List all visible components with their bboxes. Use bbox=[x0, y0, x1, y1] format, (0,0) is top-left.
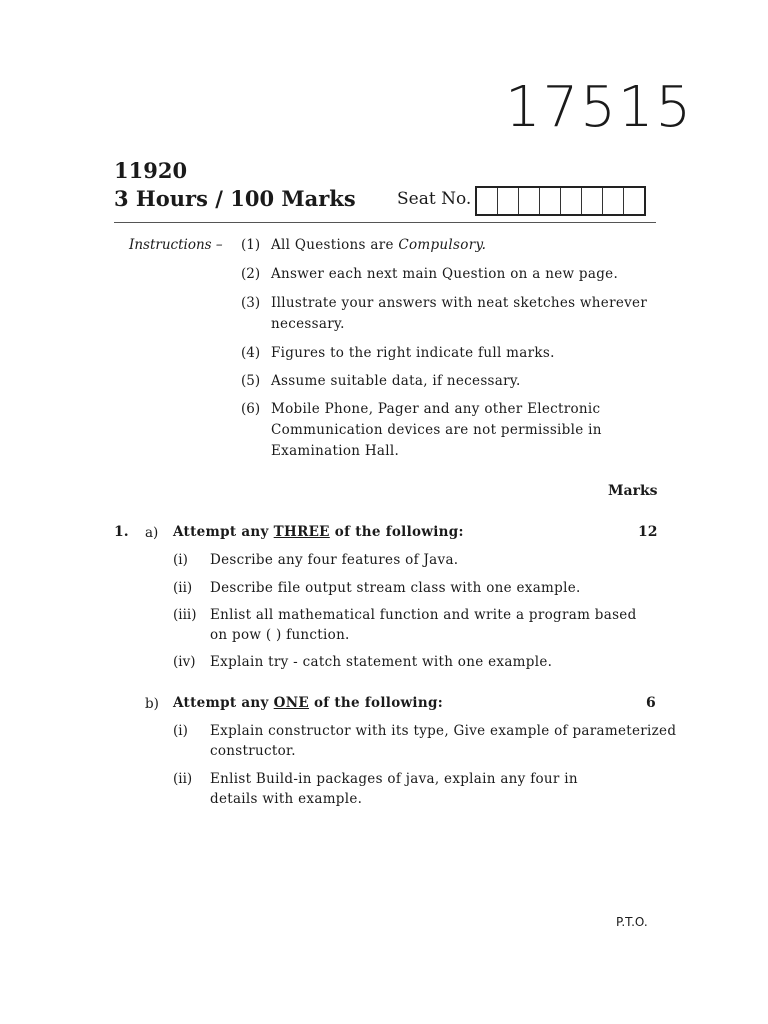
question-item: Enlist all mathematical function and write a program based bbox=[210, 607, 637, 623]
seat-digit-box[interactable] bbox=[603, 188, 624, 214]
seat-number-label: Seat No. bbox=[397, 189, 472, 209]
subquestion-heading: Attempt any ONE of the following: bbox=[173, 695, 443, 711]
seat-digit-box[interactable] bbox=[498, 188, 519, 214]
page-turn-over: P.T.O. bbox=[616, 915, 648, 929]
question-item: on pow ( ) function. bbox=[210, 627, 350, 643]
instruction-text: Figures to the right indicate full marks. bbox=[271, 345, 555, 361]
question-marks: 6 bbox=[646, 695, 656, 711]
subject-code: 17515 bbox=[505, 75, 694, 140]
question-item: Explain try - catch statement with one example. bbox=[210, 654, 553, 670]
seat-digit-box[interactable] bbox=[477, 188, 498, 214]
instructions-label: Instructions – bbox=[129, 237, 223, 253]
duration-marks: 3 Hours / 100 Marks bbox=[114, 186, 356, 211]
item-number: (ii) bbox=[173, 771, 193, 787]
question-item: Describe file output stream class with one example. bbox=[210, 580, 581, 596]
subquestion-label: b) bbox=[145, 696, 159, 712]
item-number: (iv) bbox=[173, 654, 196, 670]
question-item: Describe any four features of Java. bbox=[210, 552, 459, 568]
question-marks: 12 bbox=[638, 524, 658, 540]
instruction-number: (5) bbox=[241, 373, 261, 389]
question-number: 1. bbox=[114, 524, 129, 540]
instruction-text: Mobile Phone, Pager and any other Electronic bbox=[271, 401, 601, 417]
instruction-text: Assume suitable data, if necessary. bbox=[271, 373, 521, 389]
item-number: (i) bbox=[173, 552, 188, 568]
instruction-number: (4) bbox=[241, 345, 261, 361]
paper-code: 11920 bbox=[114, 158, 188, 183]
instruction-number: (2) bbox=[241, 266, 261, 282]
seat-digit-box[interactable] bbox=[624, 188, 644, 214]
instruction-text: Examination Hall. bbox=[271, 443, 400, 459]
instruction-text: All Questions are Compulsory. bbox=[271, 237, 487, 253]
seat-digit-box[interactable] bbox=[540, 188, 561, 214]
instruction-text: Illustrate your answers with neat sketches wherever bbox=[271, 295, 648, 311]
instruction-number: (6) bbox=[241, 401, 261, 417]
seat-number-boxes[interactable] bbox=[475, 186, 646, 216]
instruction-number: (3) bbox=[241, 295, 261, 311]
seat-digit-box[interactable] bbox=[561, 188, 582, 214]
question-item: Enlist Build-in packages of java, explain any four in bbox=[210, 771, 578, 787]
question-item: details with example. bbox=[210, 791, 363, 807]
instruction-text: Answer each next main Question on a new page. bbox=[271, 266, 619, 282]
subquestion-heading: Attempt any THREE of the following: bbox=[173, 524, 464, 540]
seat-digit-box[interactable] bbox=[582, 188, 603, 214]
marks-column-heading: Marks bbox=[608, 483, 658, 499]
item-number: (ii) bbox=[173, 580, 193, 596]
item-number: (iii) bbox=[173, 607, 197, 623]
subquestion-label: a) bbox=[145, 525, 159, 541]
instruction-text: necessary. bbox=[271, 316, 345, 332]
seat-digit-box[interactable] bbox=[519, 188, 540, 214]
instruction-text: Communication devices are not permissible in bbox=[271, 422, 602, 438]
item-number: (i) bbox=[173, 723, 188, 739]
question-item: Explain constructor with its type, Give example of parameterized bbox=[210, 723, 677, 739]
header-divider bbox=[114, 222, 656, 223]
question-item: constructor. bbox=[210, 743, 296, 759]
instruction-number: (1) bbox=[241, 237, 261, 253]
